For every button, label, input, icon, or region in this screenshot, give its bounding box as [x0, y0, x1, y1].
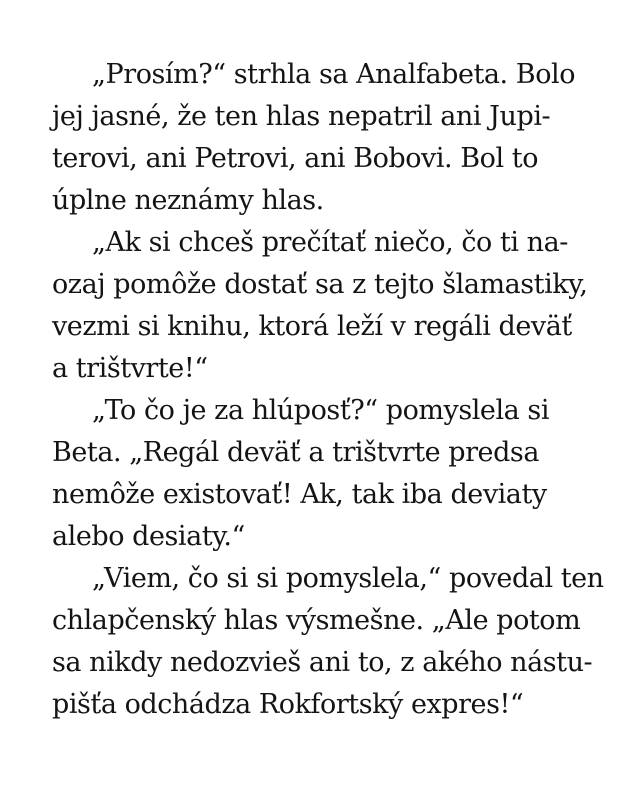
text-line: „Viem, čo si si pomyslela,“ povedal ten	[92, 563, 604, 594]
text-line: „Ak si chceš prečítať niečo, čo ti na-	[92, 227, 568, 258]
text-line: ozaj pomôže dostať sa z tejto šlamastiky,	[52, 269, 588, 300]
text-line: jej jasné, že ten hlas nepatril ani Jupi-	[52, 101, 551, 132]
paragraph-4	[52, 558, 604, 726]
text-line: vezmi si knihu, ktorá leží v regáli deväť	[52, 311, 572, 342]
paragraph-2	[52, 222, 592, 390]
paragraph-3	[52, 390, 592, 558]
text-line: a trištvrte!“	[52, 353, 208, 384]
text-line: nemôže existovať! Ak, tak iba deviaty	[52, 479, 547, 510]
text-line: terovi, ani Petrovi, ani Bobovi. Bol to	[52, 143, 539, 174]
paragraph-1	[52, 54, 592, 222]
text-line: „To čo je za hlúposť?“ pomyslela si	[92, 395, 550, 426]
text-line: sa nikdy nedozvieš ani to, z akého nástu-	[52, 647, 593, 678]
text-line: alebo desiaty.“	[52, 521, 245, 552]
text-line: úplne neznámy hlas.	[52, 185, 324, 216]
text-line: „Prosím?“ strhla sa Analfabeta. Bolo	[92, 59, 575, 90]
text-line: pišťa odchádza Rokfortský expres!“	[52, 689, 524, 720]
text-line: Beta. „Regál deväť a trištvrte predsa	[52, 437, 539, 468]
text-body	[52, 54, 604, 726]
text-line: chlapčenský hlas výsmešne. „Ale potom	[52, 605, 581, 636]
